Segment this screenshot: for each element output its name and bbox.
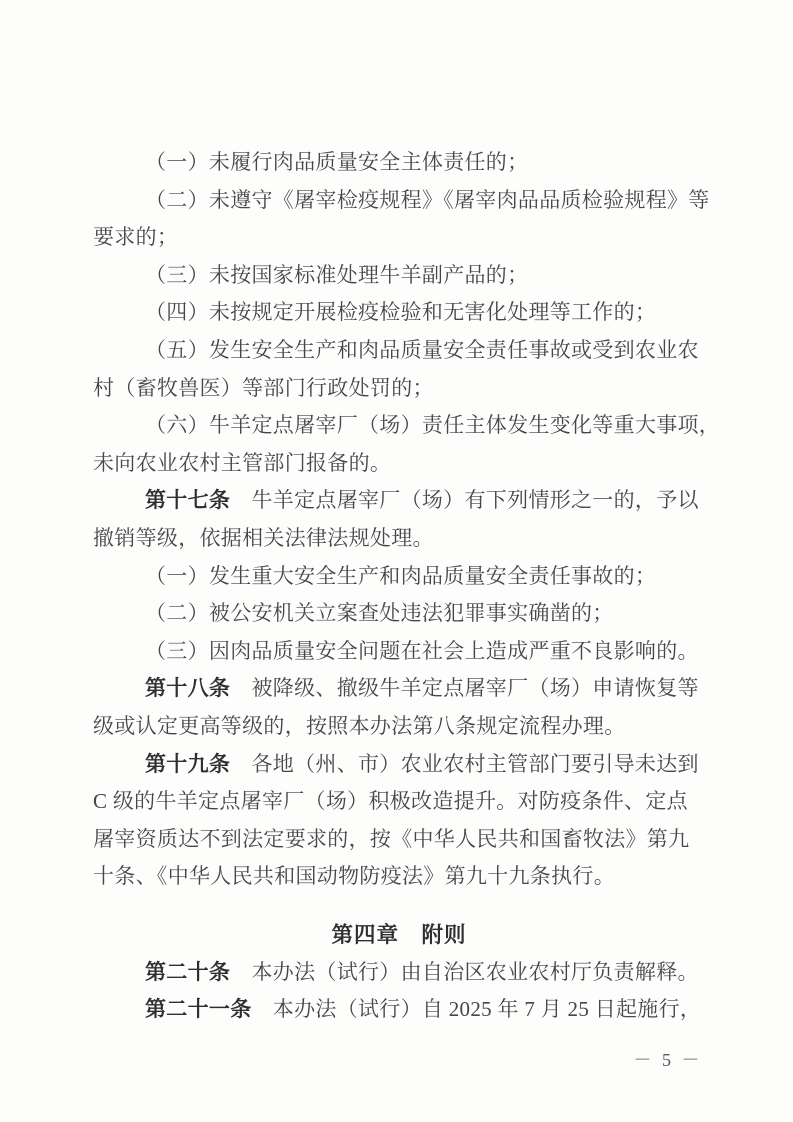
article-number: 第十九条 [145,751,231,776]
text-line [93,633,705,671]
line-text: 未向农业农村主管部门报备的。 [93,450,392,475]
line-text: 屠宰资质达不到法定要求的，按《中华人民共和国畜牧法》第九 [93,826,690,851]
line-text: 本办法（试行）由自治区农业农村厅负责解释。 [230,959,699,984]
line-text: （二）未遵守《屠宰检疫规程》《屠宰肉品品质检验规程》等 [145,187,710,212]
line-text: 牛羊定点屠宰厂（场）有下列情形之一的，予以 [230,488,699,513]
line-text: 村（畜牧兽医）等部门行政处罚的； [93,375,434,400]
line-text: 要求的； [93,225,179,250]
line-text: 各地（州、市）农业农村主管部门要引导未达到 [230,751,699,776]
text-line [93,520,705,558]
text-line [93,708,705,746]
text-line [93,294,705,332]
text-line [93,595,705,633]
line-text: （三）未按国家标准处理牛羊副产品的； [145,262,529,287]
line-text: （一）发生重大安全生产和肉品质量安全责任事故的； [145,563,657,588]
text-line [93,991,705,1029]
text-line [93,670,705,708]
line-text: （三）因肉品质量安全问题在社会上造成严重不良影响的。 [145,638,699,663]
line-text: C 级的牛羊定点屠宰厂（场）积极改造提升。对防疫条件、定点 [93,789,688,814]
page-number: － 5 － [633,1050,703,1070]
line-text: （五）发生安全生产和肉品质量安全责任事故或受到农业农 [145,337,699,362]
article-number: 第二十条 [145,959,231,984]
text-line [93,370,705,408]
text-line [93,558,705,596]
line-text: 十条、《中华人民共和国动物防疫法》第九十九条执行。 [93,864,615,889]
line-text: （六）牛羊定点屠宰厂（场）责任主体发生变化等重大事项， [145,413,721,438]
text-line [93,858,705,896]
text-line [93,219,705,257]
line-text: 本办法（试行）自 2025 年 7 月 25 日起施行， [251,997,702,1022]
line-text: （一）未履行肉品质量安全主体责任的； [145,150,529,174]
chapter-heading: 第四章 附则 [331,922,467,947]
line-text: （四）未按规定开展检疫检验和无害化处理等工作的； [145,300,657,325]
text-line [93,257,705,295]
document-body [93,144,721,1029]
line-text: （二）被公安机关立案查处违法犯罪事实确凿的； [145,601,614,626]
text-line [93,144,705,182]
article-number: 第十八条 [145,676,231,701]
text-line [93,182,710,220]
article-number: 第二十一条 [145,997,252,1022]
text-line [93,445,705,483]
line-text: 撤销等级，依据相关法律法规处理。 [93,525,434,550]
text-line [93,783,705,821]
text-line [93,332,705,370]
text-line [93,954,705,992]
line-text: 级或认定更高等级的，按照本办法第八条规定流程办理。 [93,713,626,738]
text-line [93,482,705,520]
text-line [93,821,705,859]
text-line [93,746,705,784]
text-line [93,407,721,445]
line-text: 被降级、撤级牛羊定点屠宰厂（场）申请恢复等 [230,676,699,701]
article-number: 第十七条 [145,488,231,513]
